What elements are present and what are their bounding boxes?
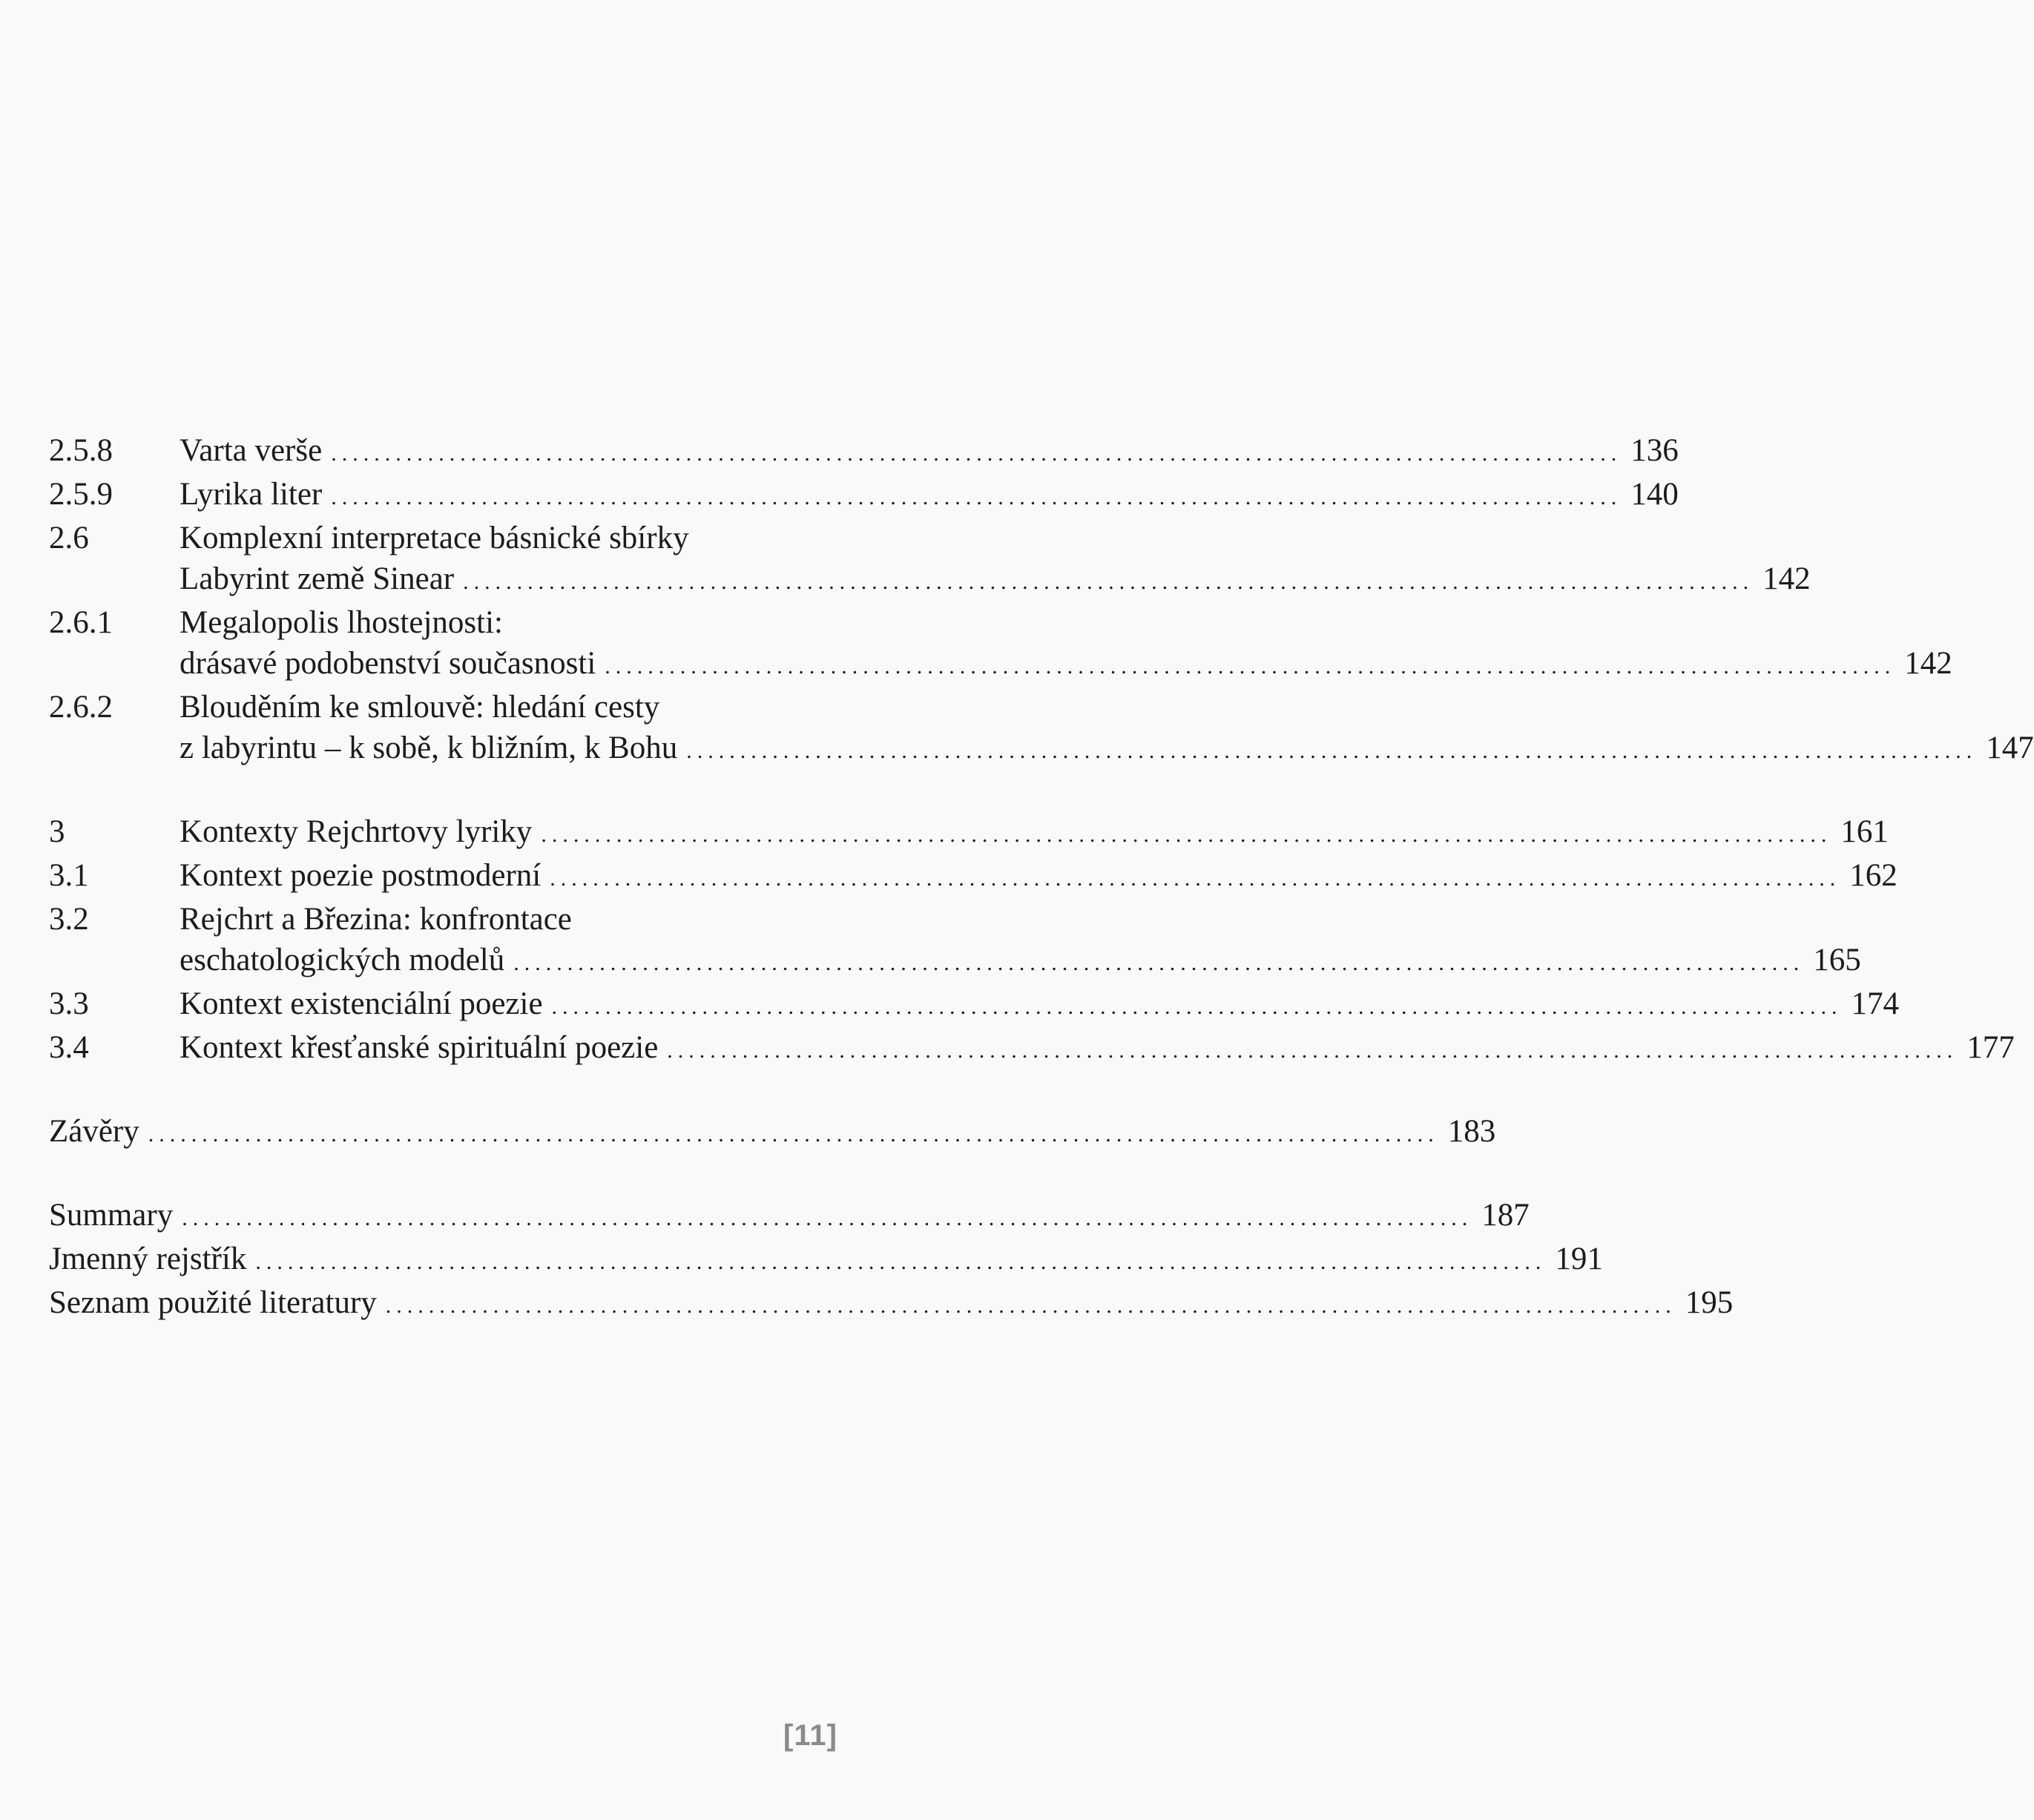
page-number: [11] bbox=[783, 1719, 837, 1752]
entry-page: 195 bbox=[1685, 1285, 1734, 1320]
dot-leader bbox=[331, 477, 1622, 518]
toc-group bbox=[49, 811, 2015, 1071]
entry-number: 3.4 bbox=[49, 1030, 89, 1065]
toc-entry[interactable] bbox=[49, 1027, 2015, 1071]
entry-title: drásavé podobenství současnosti bbox=[180, 646, 596, 681]
entry-title: Komplexní interpretace básnické sbírky bbox=[180, 521, 689, 555]
dot-leader bbox=[541, 814, 1831, 855]
dot-leader bbox=[667, 1030, 1958, 1071]
entry-title: eschatologických modelů bbox=[180, 943, 505, 977]
entry-number: 3 bbox=[49, 814, 65, 849]
entry-number: 3.3 bbox=[49, 986, 89, 1021]
entry-number: 2.6.1 bbox=[49, 605, 113, 640]
entry-page: 177 bbox=[1966, 1030, 2015, 1065]
toc-entry[interactable] bbox=[49, 811, 1889, 855]
entry-page: 161 bbox=[1840, 814, 1889, 849]
entry-page: 187 bbox=[1481, 1198, 1530, 1233]
entry-number: 3.1 bbox=[49, 858, 89, 893]
toc-group bbox=[49, 1195, 1734, 1326]
entry-title: Labyrint země Sinear bbox=[180, 561, 455, 596]
dot-leader bbox=[331, 433, 1622, 474]
entry-number: 3.2 bbox=[49, 902, 89, 937]
entry-page: 136 bbox=[1630, 433, 1679, 468]
dot-leader bbox=[148, 1114, 1439, 1155]
dot-leader bbox=[463, 561, 1754, 602]
entry-title: Kontext existenciální poezie bbox=[180, 986, 543, 1021]
toc-entry[interactable] bbox=[49, 602, 1952, 687]
dot-leader bbox=[552, 986, 1843, 1027]
dot-leader bbox=[255, 1242, 1546, 1282]
entry-number: 2.6 bbox=[49, 521, 89, 555]
entry-title: Kontext poezie postmoderní bbox=[180, 858, 542, 893]
toc-group bbox=[49, 1111, 1496, 1155]
entry-page: 174 bbox=[1851, 986, 1900, 1021]
entry-page: 183 bbox=[1447, 1114, 1496, 1149]
entry-page: 142 bbox=[1763, 561, 1811, 596]
dot-leader bbox=[513, 943, 1804, 983]
toc-entry[interactable] bbox=[49, 899, 1861, 983]
toc-entry[interactable] bbox=[49, 1282, 1734, 1326]
dot-leader bbox=[182, 1198, 1472, 1239]
dot-leader bbox=[550, 858, 1840, 899]
entry-page: 162 bbox=[1849, 858, 1898, 893]
entry-title: Jmenný rejstřík bbox=[49, 1242, 247, 1276]
entry-page: 165 bbox=[1813, 943, 1861, 977]
toc-entry[interactable] bbox=[49, 518, 1811, 602]
entry-number: 2.6.2 bbox=[49, 690, 113, 725]
toc-entry[interactable] bbox=[49, 474, 1679, 518]
entry-title: Rejchrt a Březina: konfrontace bbox=[180, 902, 572, 937]
toc-entry[interactable] bbox=[49, 1111, 1496, 1155]
toc-entry[interactable] bbox=[49, 430, 1679, 474]
entry-number: 2.5.8 bbox=[49, 433, 113, 468]
dot-leader bbox=[605, 646, 1895, 687]
toc-entry[interactable] bbox=[49, 1239, 1603, 1282]
entry-title: Závěry bbox=[49, 1114, 139, 1149]
entry-title: Varta verše bbox=[180, 433, 323, 468]
entry-title: Seznam použité literatury bbox=[49, 1285, 377, 1320]
table-of-contents bbox=[49, 430, 2034, 1326]
entry-page: 140 bbox=[1630, 477, 1679, 512]
entry-title: Lyrika liter bbox=[180, 477, 323, 512]
entry-page: 191 bbox=[1555, 1242, 1603, 1276]
entry-title: z labyrintu – k sobě, k bližním, k Bohu bbox=[180, 731, 678, 765]
entry-title: Kontext křesťanské spirituální poezie bbox=[180, 1030, 659, 1065]
entry-title: Megalopolis lhostejnosti: bbox=[180, 605, 503, 640]
entry-title: Summary bbox=[49, 1198, 174, 1233]
toc-entry[interactable] bbox=[49, 983, 1900, 1027]
entry-page: 147 bbox=[1986, 731, 2034, 765]
entry-number: 2.5.9 bbox=[49, 477, 113, 512]
toc-entry[interactable] bbox=[49, 855, 1898, 899]
toc-entry[interactable] bbox=[49, 687, 2034, 771]
toc-group bbox=[49, 430, 2034, 771]
toc-entry[interactable] bbox=[49, 1195, 1530, 1239]
entry-title: Blouděním ke smlouvě: hledání cesty bbox=[180, 690, 660, 725]
dot-leader bbox=[386, 1285, 1676, 1326]
dot-leader bbox=[686, 731, 1977, 771]
entry-page: 142 bbox=[1904, 646, 1952, 681]
entry-title: Kontexty Rejchrtovy lyriky bbox=[180, 814, 533, 849]
